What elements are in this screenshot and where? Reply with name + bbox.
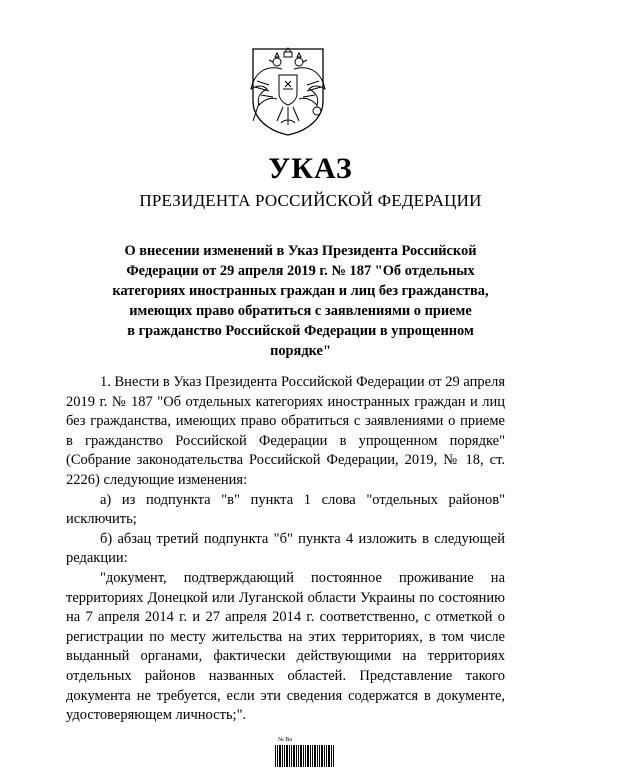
decree-body [66, 373, 505, 726]
registration-mark: № Ва [278, 737, 292, 743]
heading-line: О внесении изменений в Указ Президента Российской [124, 243, 477, 259]
document-subtitle: ПРЕЗИДЕНТА РОССИЙСКОЙ ФЕДЕРАЦИИ [139, 191, 482, 210]
document-title: УКАЗ [268, 152, 353, 185]
subparagraph-b: б) абзац третий подпункта "б" пункта 4 изложить в следующей редакции: [66, 530, 505, 567]
heading-line: категориях иностранных граждан и лиц без гражданства, [112, 283, 489, 299]
coat-of-arms-emblem [247, 45, 329, 137]
paragraph-1: 1. Внести в Указ Президента Российской Федерации от 29 апреля 2019 г. № 187 "Об отдельных категориях иностранных граждан и лиц без гражданства, имеющих право обратиться с заявлениями о приеме в гражданство Российской Федерации в упрощенном порядке" (Собрание законодательства Российской Федерации, 2019, № 18, ст. 2226) следующие изменения: [66, 374, 505, 488]
heading-line: имеющих право обратиться с заявлениями о приеме [129, 303, 472, 319]
quoted-text: "документ, подтверждающий постоянное проживание на территориях Донецкой или Луганской области Украины по состоянию на 7 апреля 2014 г. и 27 апреля 2014 г. соответственно, с отметкой о регистрации по месту жительства на этих территориях, в том числе выданный органами, фактически действующими на территориях отдельных районов названных областей. Представление такого документа не требуется, если эти сведения содержатся в документе, удостоверяющем личность;". [66, 569, 505, 724]
heading-line: порядке" [270, 343, 331, 359]
heading-line: в гражданство Российской Федерации в упрощенном [127, 323, 474, 339]
heading-line: Федерации от 29 апреля 2019 г. № 187 "Об отдельных [126, 263, 475, 279]
barcode [275, 745, 335, 767]
subparagraph-a: а) из подпункта "в" пункта 1 слова "отдельных районов" исключить; [66, 491, 505, 528]
decree-heading [90, 241, 511, 361]
